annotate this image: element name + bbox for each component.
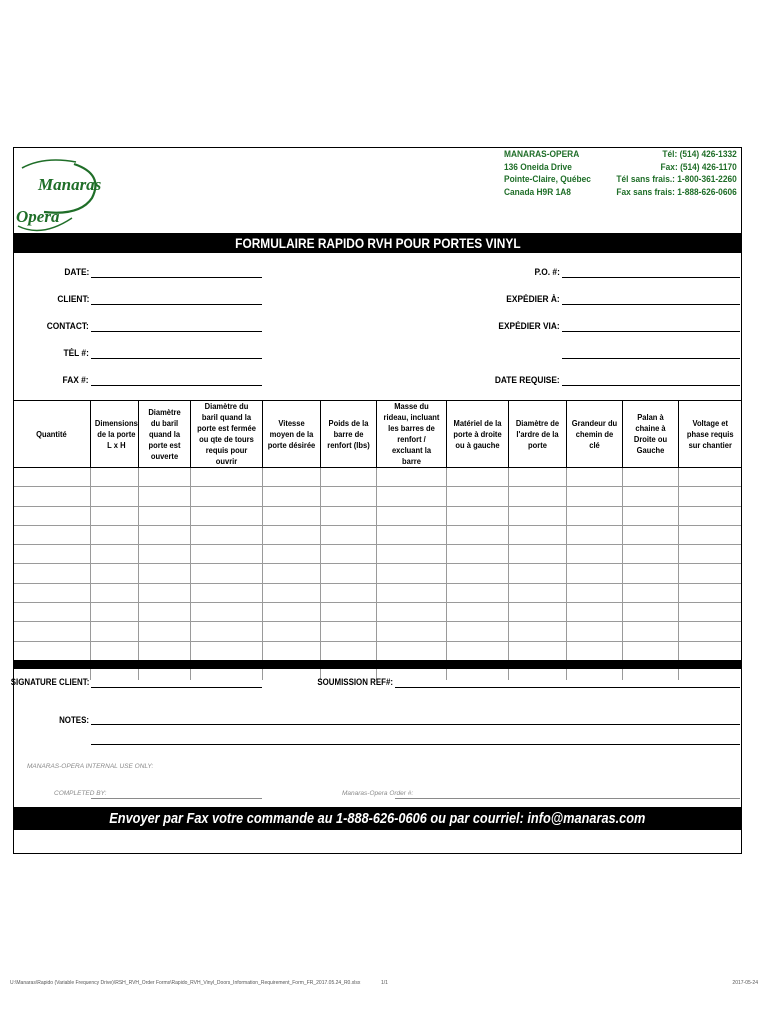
required-date-label: DATE REQUISE: — [495, 375, 560, 386]
table-cell[interactable] — [262, 468, 320, 487]
table-cell[interactable] — [508, 583, 566, 602]
table-cell[interactable] — [446, 525, 508, 544]
header-material-side: Matériel de la porte à droite ou à gauche — [446, 401, 508, 468]
contact-label: CONTACT: — [46, 321, 89, 332]
table-cell[interactable] — [508, 468, 566, 487]
table-cell[interactable] — [508, 564, 566, 583]
table-cell[interactable] — [566, 641, 622, 660]
table-cell[interactable] — [566, 468, 622, 487]
table-cell[interactable] — [138, 468, 190, 487]
table-cell[interactable] — [320, 468, 376, 487]
table-cell[interactable] — [446, 583, 508, 602]
table-cell[interactable] — [376, 487, 446, 506]
header-dimensions: Dimensions de la porte L x H — [90, 401, 138, 468]
table-cell[interactable] — [190, 583, 262, 602]
required-date-field[interactable] — [562, 385, 740, 386]
table-cell[interactable] — [190, 622, 262, 641]
logo-text-primary: Manaras — [38, 175, 102, 194]
table-cell[interactable] — [138, 641, 190, 660]
table-cell[interactable] — [678, 487, 741, 506]
table-cell[interactable] — [90, 641, 138, 660]
table-cell[interactable] — [446, 468, 508, 487]
table-cell[interactable] — [508, 487, 566, 506]
table-body — [14, 468, 741, 680]
table-cell[interactable] — [14, 641, 90, 660]
table-cell[interactable] — [446, 545, 508, 564]
table-cell[interactable] — [320, 641, 376, 660]
table-cell[interactable] — [678, 622, 741, 641]
table-cell[interactable] — [508, 545, 566, 564]
header-keyway-size: Grandeur du chemin de clé — [566, 401, 622, 468]
table-cell[interactable] — [678, 583, 741, 602]
table-cell[interactable] — [14, 468, 90, 487]
table-cell[interactable] — [566, 583, 622, 602]
company-fax: Fax: (514) 426-1170 — [660, 161, 737, 173]
table-cell[interactable] — [446, 506, 508, 525]
order-table — [14, 400, 741, 680]
table-cell[interactable] — [138, 487, 190, 506]
date-field[interactable] — [91, 277, 262, 278]
table-cell[interactable] — [320, 506, 376, 525]
table-cell[interactable] — [14, 622, 90, 641]
table-cell[interactable] — [320, 622, 376, 641]
table-cell[interactable] — [678, 525, 741, 544]
table-cell[interactable] — [14, 506, 90, 525]
table-row — [14, 487, 741, 506]
table-cell[interactable] — [14, 525, 90, 544]
table-cell[interactable] — [190, 545, 262, 564]
ship-extra-field[interactable] — [562, 358, 740, 359]
company-name: MANARAS-OPERA — [504, 149, 580, 160]
table-cell[interactable] — [622, 583, 678, 602]
footer-page-number: 1/1 — [381, 980, 388, 986]
po-field[interactable] — [562, 277, 740, 278]
table-cell[interactable] — [138, 564, 190, 583]
send-instructions-bar — [14, 807, 741, 830]
ship-via-label: EXPÉDIER VIA: — [498, 321, 560, 332]
table-cell[interactable] — [14, 487, 90, 506]
table-cell[interactable] — [622, 506, 678, 525]
tel-label: TÉL #: — [63, 348, 89, 359]
client-label: CLIENT: — [56, 294, 89, 305]
table-cell[interactable] — [138, 545, 190, 564]
ship-to-label: EXPÉDIER À: — [506, 294, 560, 305]
table-cell[interactable] — [566, 564, 622, 583]
signature-field[interactable] — [91, 687, 262, 688]
table-cell[interactable] — [190, 564, 262, 583]
table-cell[interactable] — [566, 622, 622, 641]
table-cell[interactable] — [90, 525, 138, 544]
header-curtain-mass: Masse du rideau, incluant les barres de renfort / excluant la barre — [376, 401, 446, 468]
table-cell[interactable] — [678, 506, 741, 525]
table-row — [14, 545, 741, 564]
logo-text-secondary: Opera — [16, 207, 60, 226]
table-cell[interactable] — [14, 545, 90, 564]
company-country: Canada H9R 1A8 — [504, 186, 571, 198]
table-cell[interactable] — [622, 545, 678, 564]
table-cell[interactable] — [622, 622, 678, 641]
table-cell[interactable] — [566, 506, 622, 525]
table-cell[interactable] — [90, 564, 138, 583]
table-cell[interactable] — [622, 487, 678, 506]
table-cell[interactable] — [138, 603, 190, 622]
table-cell[interactable] — [446, 603, 508, 622]
header-barrel-open: Diamètre du baril quand la porte est ouverte — [138, 401, 190, 468]
table-separator — [14, 660, 741, 669]
company-contact — [617, 149, 737, 199]
table-cell[interactable] — [376, 564, 446, 583]
header-speed: Vitesse moyen de la porte désirée — [262, 401, 320, 468]
order-form-sheet — [10, 147, 742, 854]
footer-date: 2017-05-24 — [732, 980, 758, 986]
table-cell[interactable] — [376, 468, 446, 487]
table-header-row — [14, 401, 741, 468]
send-instructions: Envoyer par Fax votre commande au 1-888-626-0606 ou par courriel: info@manaras.com — [109, 810, 646, 827]
table-cell[interactable] — [14, 583, 90, 602]
table-cell[interactable] — [262, 545, 320, 564]
table-cell[interactable] — [566, 525, 622, 544]
table-cell[interactable] — [446, 487, 508, 506]
table-cell[interactable] — [138, 506, 190, 525]
table-cell[interactable] — [262, 641, 320, 660]
table-cell[interactable] — [14, 564, 90, 583]
table-cell[interactable] — [508, 506, 566, 525]
ship-to-field[interactable] — [562, 304, 740, 305]
table-cell[interactable] — [90, 468, 138, 487]
company-street: 136 Oneida Drive — [504, 161, 572, 173]
table-cell[interactable] — [678, 564, 741, 583]
table-cell[interactable] — [376, 622, 446, 641]
form-title: FORMULAIRE RAPIDO RVH POUR PORTES VINYL — [234, 235, 521, 251]
table-cell[interactable] — [90, 487, 138, 506]
po-label: P.O. #: — [534, 267, 560, 278]
table-cell[interactable] — [508, 525, 566, 544]
table-cell[interactable] — [376, 525, 446, 544]
quote-ref-field[interactable] — [395, 687, 740, 688]
notes-label: NOTES: — [59, 715, 89, 725]
company-address — [504, 149, 591, 199]
table-cell[interactable] — [262, 603, 320, 622]
table-row — [14, 641, 741, 660]
header-voltage: Voltage et phase requis sur chantier — [678, 401, 741, 468]
fax-label: FAX #: — [62, 375, 89, 386]
table-cell[interactable] — [622, 525, 678, 544]
table-cell[interactable] — [320, 603, 376, 622]
table-cell[interactable] — [320, 583, 376, 602]
table-cell[interactable] — [190, 641, 262, 660]
order-number-field[interactable] — [395, 798, 740, 799]
quote-ref-label: SOUMISSION REF#: — [317, 677, 393, 687]
internal-use-heading: MANARAS-OPERA INTERNAL USE ONLY: — [27, 763, 154, 770]
date-label: DATE: — [64, 267, 89, 278]
table-cell[interactable] — [190, 468, 262, 487]
table-cell[interactable] — [190, 487, 262, 506]
table-cell[interactable] — [90, 545, 138, 564]
table-cell[interactable] — [678, 603, 741, 622]
form-title-bar — [14, 233, 741, 253]
table-cell[interactable] — [262, 506, 320, 525]
table-cell[interactable] — [376, 506, 446, 525]
table-cell[interactable] — [320, 487, 376, 506]
header-bar-weight: Poids de la barre de renfort (lbs) — [320, 401, 376, 468]
table-cell[interactable] — [566, 487, 622, 506]
company-tel: Tél: (514) 426-1332 — [662, 149, 737, 160]
table-cell[interactable] — [622, 641, 678, 660]
table-row — [14, 603, 741, 622]
table-row — [14, 468, 741, 487]
fax-field[interactable] — [91, 385, 262, 386]
table-cell[interactable] — [508, 603, 566, 622]
signature-label: SIGNATURE CLIENT: — [10, 677, 89, 687]
table-cell[interactable] — [566, 545, 622, 564]
table-cell[interactable] — [622, 468, 678, 487]
header-shaft-diameter: Diamètre de l'ardre de la porte — [508, 401, 566, 468]
table-cell[interactable] — [678, 641, 741, 660]
table-cell[interactable] — [376, 583, 446, 602]
table-row — [14, 564, 741, 583]
table-cell[interactable] — [262, 622, 320, 641]
notes-field-2[interactable] — [91, 744, 740, 745]
footer-file-path: U:\Manaras\Rapido (Variable Frequency Drive)\RSH_RVH_Order Forms\Rapido_RVH_Vinyl_Doors_Information_Requirement_Form_FR_2017.05.24_R0.xlsx — [10, 980, 361, 986]
table-row — [14, 583, 741, 602]
header-chain-hoist: Palan à chaine à Droite ou Gauche — [622, 401, 678, 468]
table-cell[interactable] — [190, 506, 262, 525]
table-cell[interactable] — [90, 603, 138, 622]
table-cell[interactable] — [138, 622, 190, 641]
table-cell[interactable] — [678, 468, 741, 487]
client-field[interactable] — [91, 304, 262, 305]
table-cell[interactable] — [320, 525, 376, 544]
table-row — [14, 506, 741, 525]
table-cell[interactable] — [566, 603, 622, 622]
table-cell[interactable] — [508, 622, 566, 641]
table-cell[interactable] — [622, 564, 678, 583]
table-cell[interactable] — [262, 487, 320, 506]
table-cell[interactable] — [90, 622, 138, 641]
table-cell[interactable] — [376, 641, 446, 660]
company-fax-free: Fax sans frais: 1-888-626-0606 — [616, 186, 737, 198]
table-cell[interactable] — [14, 603, 90, 622]
table-cell[interactable] — [90, 583, 138, 602]
completed-by-label: COMPLETED BY: — [54, 790, 107, 797]
company-city: Pointe-Claire, Québec — [504, 174, 591, 185]
table-cell[interactable] — [262, 564, 320, 583]
table-cell[interactable] — [320, 545, 376, 564]
table-cell[interactable] — [262, 583, 320, 602]
table-cell[interactable] — [678, 545, 741, 564]
company-tel-free: Tél sans frais.: 1-800-361-2260 — [616, 174, 737, 185]
tel-field[interactable] — [91, 358, 262, 359]
table-cell[interactable] — [508, 641, 566, 660]
completed-by-field[interactable] — [91, 798, 262, 799]
notes-field-1[interactable] — [91, 724, 740, 725]
table-cell[interactable] — [190, 525, 262, 544]
ship-via-field[interactable] — [562, 331, 740, 332]
order-number-label: Manaras-Opera Order #: — [342, 790, 414, 797]
table-cell[interactable] — [446, 564, 508, 583]
table-cell[interactable] — [138, 583, 190, 602]
table-cell[interactable] — [446, 641, 508, 660]
table-cell[interactable] — [262, 525, 320, 544]
table-cell[interactable] — [138, 525, 190, 544]
header-quantity: Quantité — [14, 401, 90, 468]
table-cell[interactable] — [190, 603, 262, 622]
table-cell[interactable] — [446, 622, 508, 641]
table-row — [14, 525, 741, 544]
table-cell[interactable] — [376, 545, 446, 564]
table-cell[interactable] — [90, 506, 138, 525]
header-barrel-closed: Diamètre du baril quand la porte est fermée ou qte de tours requis pour ouvrir — [190, 401, 262, 468]
table-cell[interactable] — [622, 603, 678, 622]
table-cell[interactable] — [376, 603, 446, 622]
table-row — [14, 622, 741, 641]
contact-field[interactable] — [91, 331, 262, 332]
table-cell[interactable] — [320, 564, 376, 583]
manaras-opera-logo — [14, 152, 109, 234]
